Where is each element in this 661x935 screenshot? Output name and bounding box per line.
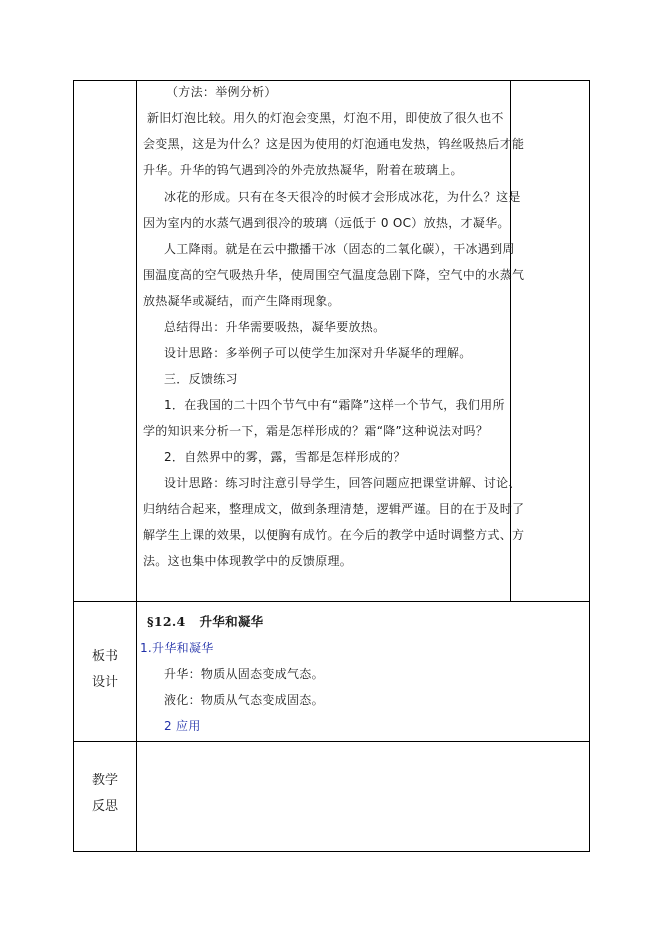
example-bulb-line-3: 升华。升华的钨气遇到冷的外壳放热凝华，附着在玻璃上。 [143, 163, 463, 177]
feedback-heading: 三．反馈练习 [164, 372, 238, 386]
board-deposition-definition: 液化：物质从气态变成固态。 [164, 693, 324, 707]
table-left-border [73, 80, 74, 852]
row-divider-board-reflection [73, 741, 590, 742]
section-title: 升华和凝华 [199, 614, 264, 629]
example-rain-line-1: 人工降雨。就是在云中撒播干冰（固态的二氧化碳），干冰遇到周 [164, 242, 515, 256]
board-item-2: 2 应用 [164, 719, 201, 733]
board-label-line-1: 板书 [91, 649, 118, 664]
board-item-1: 1.升华和凝华 [140, 641, 214, 655]
question-1-line-1: 1．在我国的二十四个节气中有“霜降”这样一个节气，我们用所 [164, 398, 505, 412]
example-rain-line-2: 围温度高的空气吸热升华，使周围空气温度急剧下降，空气中的水蒸气 [143, 268, 525, 282]
method-note: （方法：举例分析） [166, 85, 277, 99]
board-design-label [73, 644, 137, 696]
board-label-line-2: 设计 [91, 675, 118, 690]
table-top-border [73, 80, 590, 81]
table-right-border [589, 80, 590, 852]
board-section-title [147, 612, 264, 630]
table-bottom-border [73, 851, 590, 852]
design-rationale-2-line-3: 解学生上课的效果，以便胸有成竹。在今后的教学中适时调整方式、方 [143, 528, 525, 542]
board-sublimation-definition: 升华：物质从固态变成气态。 [164, 667, 324, 681]
question-2: 2．自然界中的雾，露，雪都是怎样形成的？ [164, 450, 406, 464]
reflection-label-line-2: 反思 [91, 799, 118, 814]
example-bulb-line-2: 会变黑，这是为什么？这是因为使用的灯泡通电发热，钨丝吸热后才能 [143, 137, 525, 151]
design-rationale-1: 设计思路：多举例子可以使学生加深对升华凝华的理解。 [164, 346, 472, 360]
design-rationale-2-line-1: 设计思路：练习时注意引导学生，回答问题应把课堂讲解、讨论、 [164, 476, 521, 490]
label-column-divider [136, 80, 137, 852]
section-number: §12.4 [147, 614, 186, 629]
row-divider-process-board [73, 601, 590, 602]
example-rain-line-3: 放热凝华或凝结，而产生降雨现象。 [143, 294, 340, 308]
question-1-line-2: 学的知识来分析一下，霜是怎样形成的？霜“降”这种说法对吗？ [143, 424, 489, 438]
design-rationale-2-line-4: 法。这也集中体现教学中的反馈原理。 [143, 554, 353, 568]
example-bulb-line-1: 新旧灯泡比较。用久的灯泡会变黑，灯泡不用，即使放了很久也不 [147, 111, 504, 125]
example-frost-line-1: 冰花的形成。只有在冬天很冷的时候才会形成冰花，为什么？这是 [164, 190, 521, 204]
example-frost-line-2: 因为室内的水蒸气遇到很冷的玻璃（远低于 0 OC）放热，才凝华。 [143, 216, 510, 230]
reflection-label-line-1: 教学 [91, 773, 118, 788]
summary-text: 总结得出：升华需要吸热，凝华要放热。 [164, 320, 386, 334]
reflection-label [73, 768, 137, 820]
design-rationale-2-line-2: 归纳结合起来，整理成文，做到条理清楚，逻辑严谨。目的在于及时了 [143, 502, 525, 516]
